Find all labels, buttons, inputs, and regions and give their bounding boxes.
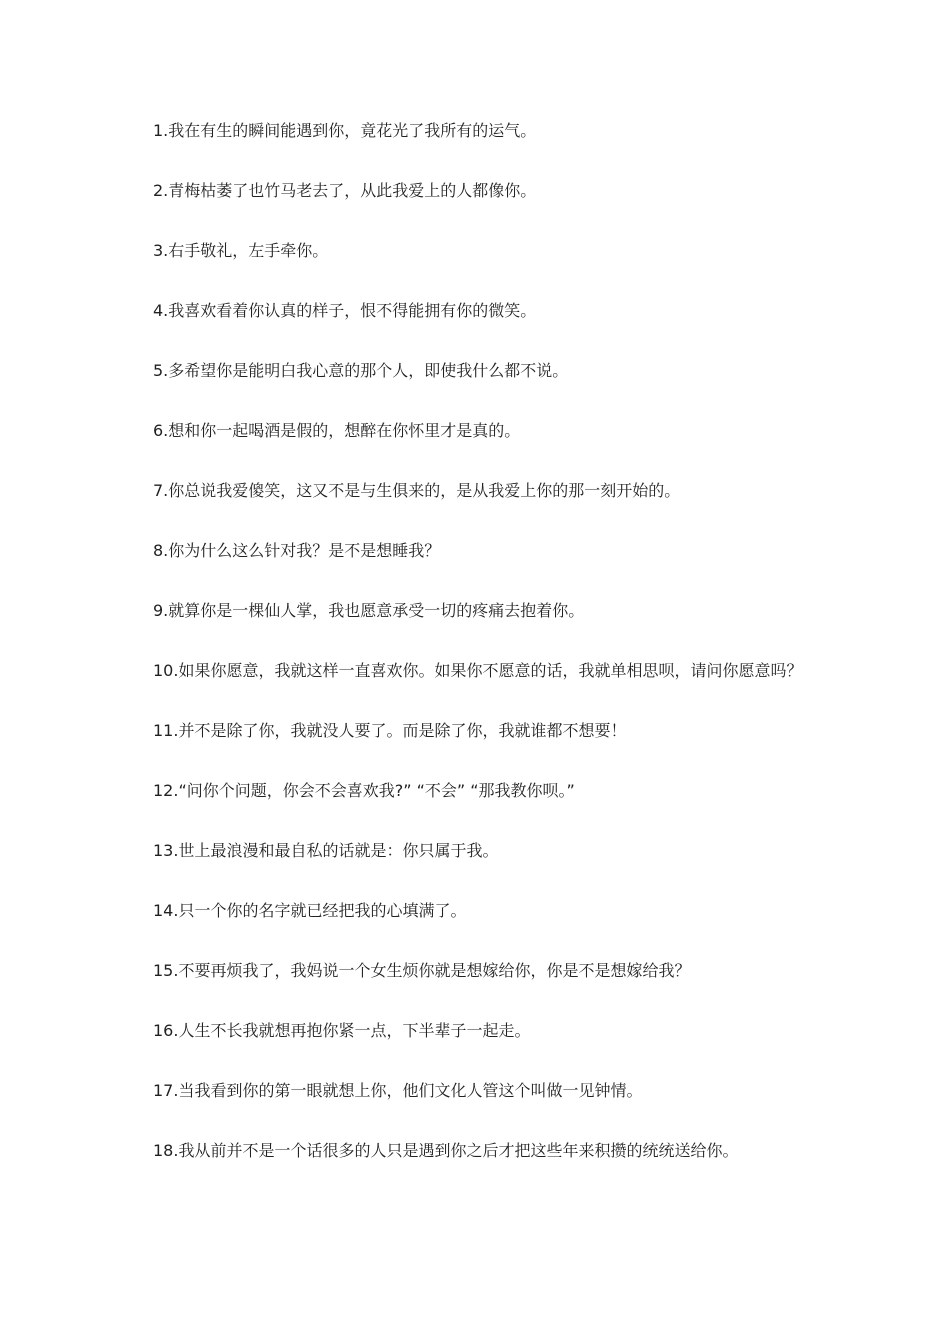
text-line-10: 10.如果你愿意，我就这样一直喜欢你。如果你不愿意的话，我就单相思呗，请问你愿意吗？ [153,661,803,680]
text-line-9: 9.就算你是一棵仙人掌，我也愿意承受一切的疼痛去抱着你。 [153,601,585,620]
text-line-17: 17.当我看到你的第一眼就想上你，他们文化人管这个叫做一见钟情。 [153,1081,643,1100]
text-line-16: 16.人生不长我就想再抱你紧一点，下半辈子一起走。 [153,1021,531,1040]
text-line-15: 15.不要再烦我了，我妈说一个女生烦你就是想嫁给你，你是不是想嫁给我？ [153,961,691,980]
text-line-2: 2.青梅枯萎了也竹马老去了，从此我爱上的人都像你。 [153,181,537,200]
text-line-3: 3.右手敬礼，左手牵你。 [153,241,329,260]
text-line-18: 18.我从前并不是一个话很多的人只是遇到你之后才把这些年来积攒的统统送给你。 [153,1141,739,1160]
text-line-6: 6.想和你一起喝酒是假的，想醉在你怀里才是真的。 [153,421,521,440]
text-line-12: 12.“问你个问题，你会不会喜欢我?” “不会” “那我教你呗。” [153,781,575,800]
text-line-11: 11.并不是除了你，我就没人要了。而是除了你，我就谁都不想要！ [153,721,627,740]
text-line-4: 4.我喜欢看着你认真的样子，恨不得能拥有你的微笑。 [153,301,537,320]
text-line-13: 13.世上最浪漫和最自私的话就是：你只属于我。 [153,841,499,860]
text-line-1: 1.我在有生的瞬间能遇到你，竟花光了我所有的运气。 [153,121,537,140]
text-line-5: 5.多希望你是能明白我心意的那个人，即使我什么都不说。 [153,361,569,380]
document-body [153,116,803,1196]
text-line-7: 7.你总说我爱傻笑，这又不是与生俱来的，是从我爱上你的那一刻开始的。 [153,481,681,500]
text-line-14: 14.只一个你的名字就已经把我的心填满了。 [153,901,467,920]
text-line-8: 8.你为什么这么针对我？是不是想睡我？ [153,541,441,560]
